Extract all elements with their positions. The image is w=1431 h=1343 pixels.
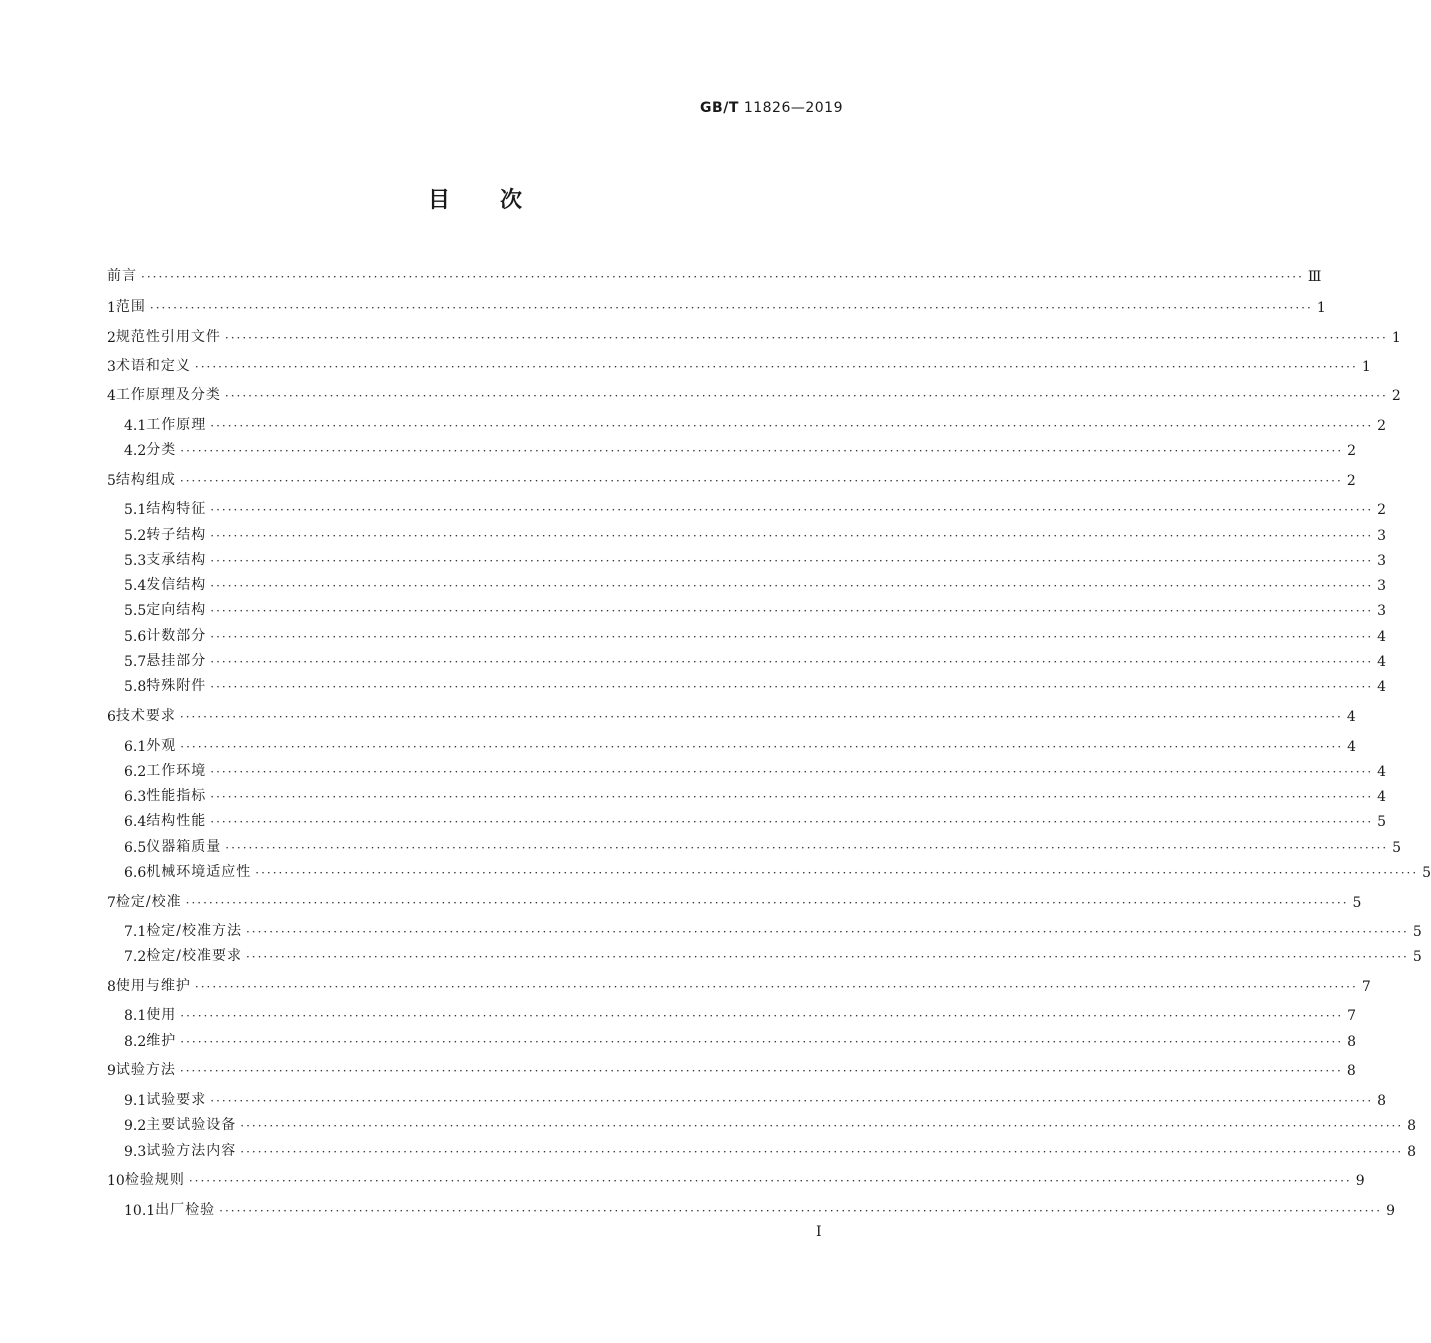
toc-leader-dots: ········································································································································································································ — [210, 554, 1374, 568]
toc-entry-page: 8 — [1346, 1063, 1356, 1079]
toc-entry-label: 范围 — [115, 299, 146, 315]
toc-entry-number: 4 — [107, 388, 116, 404]
toc-entry-number: 5.2 — [124, 528, 147, 544]
toc-entry-label: 机械环境适应性 — [146, 864, 252, 880]
toc-entry[interactable] — [124, 522, 1387, 544]
toc-entry-label: 出厂检验 — [155, 1202, 216, 1218]
toc-entry-label: 使用 — [146, 1007, 177, 1023]
toc-leader-dots: ········································································································································································································ — [240, 1119, 1404, 1133]
toc-entry-label: 计数部分 — [146, 628, 207, 644]
toc-leader-dots: ········································································································································································································ — [210, 419, 1374, 433]
toc-leader-dots: ········································································································································································································ — [141, 270, 1304, 284]
toc-leader-dots: ········································································································································································································ — [255, 866, 1419, 880]
toc-entry-page: 7 — [1347, 1008, 1357, 1024]
toc-entry[interactable] — [124, 648, 1387, 670]
toc-entry[interactable] — [124, 673, 1387, 695]
page-number: Ⅰ — [816, 1224, 822, 1240]
toc-entry-number: 9.3 — [124, 1144, 147, 1160]
toc-entry-page: 3 — [1377, 528, 1387, 544]
toc-leader-dots: ········································································································································································································ — [224, 331, 1388, 345]
toc-entry-page: 2 — [1346, 473, 1356, 489]
toc-entry-number: 8.1 — [124, 1008, 147, 1024]
toc-entry-label: 定向结构 — [146, 602, 207, 618]
toc-entry-label: 结构组成 — [115, 472, 176, 488]
standard-code-prefix: GB/T — [700, 100, 739, 116]
toc-entry-label: 发信结构 — [146, 577, 207, 593]
toc-entry-label: 检验规则 — [124, 1172, 185, 1188]
toc-leader-dots: ········································································································································································································ — [179, 1064, 1343, 1078]
toc-entry-label: 结构性能 — [146, 813, 207, 829]
toc-entry-number: 6.2 — [124, 764, 147, 780]
toc-leader-dots: ········································································································································································································ — [245, 925, 1409, 939]
toc-entry[interactable] — [124, 943, 1422, 965]
toc-entry-label: 规范性引用文件 — [115, 329, 221, 345]
toc-leader-dots: ········································································································································································································ — [210, 529, 1374, 543]
page-title-char-1: 目 — [427, 188, 450, 213]
toc-entry[interactable] — [124, 437, 1357, 459]
toc-entry-label: 前言 — [107, 268, 137, 284]
toc-entry-page: 1 — [1391, 330, 1401, 346]
toc-entry[interactable] — [124, 597, 1387, 619]
toc-entry-page: 7 — [1361, 979, 1371, 995]
toc-entry-label: 维护 — [146, 1033, 177, 1049]
toc-entry-label: 性能指标 — [146, 788, 207, 804]
toc-entry[interactable] — [124, 572, 1387, 594]
toc-entry-label: 分类 — [146, 442, 177, 458]
toc-entry-label: 工作原理 — [146, 417, 207, 433]
toc-entry-number: 5.4 — [124, 578, 147, 594]
toc-entry-page: 4 — [1377, 679, 1387, 695]
toc-entry[interactable] — [124, 1197, 1395, 1219]
toc-entry-number: 5.5 — [124, 603, 147, 619]
toc-entry-page: 3 — [1377, 578, 1387, 594]
toc-entry-number: 5.8 — [124, 679, 147, 695]
toc-entry-number: 6.3 — [124, 789, 147, 805]
toc-entry-label: 工作环境 — [146, 763, 207, 779]
toc-entry-number: 9.2 — [124, 1118, 147, 1134]
toc-entry-number: 7.2 — [124, 949, 147, 965]
toc-entry[interactable] — [124, 1002, 1357, 1024]
toc-entry[interactable] — [107, 467, 1356, 489]
toc-entry-page: 4 — [1346, 709, 1356, 725]
toc-entry[interactable] — [107, 263, 1322, 285]
toc-leader-dots: ········································································································································································································ — [219, 1204, 1383, 1218]
toc-entry-page: 4 — [1377, 764, 1387, 780]
toc-entry-label: 检定/校准 — [115, 894, 182, 910]
toc-leader-dots: ········································································································································································································ — [179, 474, 1343, 488]
toc-leader-dots: ········································································································································································································ — [179, 710, 1343, 724]
toc-entry[interactable] — [124, 496, 1387, 518]
toc-entry-label: 术语和定义 — [115, 358, 191, 374]
toc-entry-page: 4 — [1377, 789, 1387, 805]
toc-entry[interactable] — [124, 834, 1402, 856]
toc-entry-page: 5 — [1392, 840, 1402, 856]
toc-entry-number: 9.1 — [124, 1093, 147, 1109]
toc-entry-page: 9 — [1355, 1173, 1365, 1189]
standard-code-number: 11826—2019 — [743, 100, 843, 116]
toc-entry[interactable] — [107, 973, 1371, 995]
toc-leader-dots: ········································································································································································································ — [149, 301, 1313, 315]
toc-entry[interactable] — [124, 808, 1387, 830]
toc-entry-page: 3 — [1377, 553, 1387, 569]
toc-entry-number: 9 — [107, 1063, 116, 1079]
toc-entry-label: 检定/校准方法 — [146, 923, 242, 939]
toc-entry-number: 1 — [107, 300, 116, 316]
toc-entry[interactable] — [107, 294, 1326, 316]
toc-leader-dots: ········································································································································································································ — [210, 604, 1374, 618]
toc-entry-number: 8 — [107, 979, 116, 995]
toc-entry[interactable] — [124, 859, 1431, 881]
toc-leader-dots: ········································································································································································································ — [245, 950, 1409, 964]
toc-entry-number: 5.3 — [124, 553, 147, 569]
toc-entry-label: 工作原理及分类 — [115, 387, 221, 403]
toc-entry-number: 4.1 — [124, 418, 147, 434]
toc-leader-dots: ········································································································································································································ — [224, 389, 1388, 403]
toc-leader-dots: ········································································································································································································ — [194, 360, 1358, 374]
toc-entry-label: 特殊附件 — [146, 678, 207, 694]
toc-entry-page: 8 — [1377, 1093, 1387, 1109]
toc-entry-label: 技术要求 — [115, 708, 176, 724]
toc-entry-number: 6.1 — [124, 739, 147, 755]
toc-entry-page: Ⅲ — [1307, 269, 1322, 285]
toc-entry[interactable] — [124, 1087, 1387, 1109]
toc-entry-number: 6.5 — [124, 840, 147, 856]
toc-entry-label: 检定/校准要求 — [146, 948, 242, 964]
toc-entry-number: 6.6 — [124, 865, 147, 881]
toc-leader-dots: ········································································································································································································ — [180, 1035, 1344, 1049]
toc-entry-number: 3 — [107, 359, 116, 375]
toc-entry-number: 5.1 — [124, 502, 147, 518]
toc-leader-dots: ········································································································································································································ — [210, 655, 1374, 669]
toc-entry-label: 悬挂部分 — [146, 653, 207, 669]
toc-entry-page: 8 — [1407, 1144, 1417, 1160]
toc-entry-number: 4.2 — [124, 443, 147, 459]
toc-leader-dots: ········································································································································································································ — [240, 1145, 1404, 1159]
toc-entry-number: 10 — [107, 1173, 125, 1189]
toc-entry-page: 4 — [1377, 654, 1387, 670]
toc-entry[interactable] — [124, 547, 1387, 569]
toc-entry[interactable] — [124, 1138, 1417, 1160]
page-title-char-2: 次 — [500, 188, 523, 213]
toc-entry-page: 5 — [1352, 895, 1362, 911]
toc-entry-page: 5 — [1412, 924, 1422, 940]
toc-entry[interactable] — [124, 918, 1422, 940]
toc-entry[interactable] — [124, 623, 1387, 645]
toc-entry-label: 试验方法内容 — [146, 1143, 237, 1159]
toc-entry-label: 试验要求 — [146, 1092, 207, 1108]
toc-entry[interactable] — [107, 1167, 1365, 1189]
toc-entry-page: 2 — [1347, 443, 1357, 459]
toc-leader-dots: ········································································································································································································ — [225, 841, 1389, 855]
toc-entry-page: 8 — [1407, 1118, 1417, 1134]
toc-entry-page: 5 — [1422, 865, 1431, 881]
toc-entry-number: 6.4 — [124, 814, 147, 830]
toc-entry-number: 6 — [107, 709, 116, 725]
toc-entry-page: 3 — [1377, 603, 1387, 619]
toc-entry-label: 结构特征 — [146, 501, 207, 517]
toc-leader-dots: ········································································································································································································ — [210, 579, 1374, 593]
toc-leader-dots: ········································································································································································································ — [210, 630, 1374, 644]
toc-entry[interactable] — [124, 1112, 1417, 1134]
toc-entry-page: 8 — [1347, 1034, 1357, 1050]
toc-entry-page: 1 — [1316, 300, 1326, 316]
toc-entry[interactable] — [107, 382, 1401, 404]
page-title — [0, 183, 950, 214]
toc-entry[interactable] — [107, 324, 1401, 346]
toc-leader-dots: ········································································································································································································ — [210, 815, 1374, 829]
toc-entry-number: 7.1 — [124, 924, 147, 940]
toc-entry-label: 支承结构 — [146, 552, 207, 568]
toc-entry-label: 仪器箱质量 — [146, 839, 222, 855]
toc-entry-number: 5 — [107, 473, 116, 489]
toc-entry-label: 外观 — [146, 738, 177, 754]
toc-leader-dots: ········································································································································································································ — [210, 1094, 1374, 1108]
toc-leader-dots: ········································································································································································································ — [180, 740, 1344, 754]
toc-entry-page: 2 — [1377, 502, 1387, 518]
toc-entry-page: 4 — [1377, 629, 1387, 645]
standard-code — [700, 100, 843, 116]
toc-entry-number: 8.2 — [124, 1034, 147, 1050]
toc-entry-page: 9 — [1386, 1203, 1395, 1219]
toc-entry[interactable] — [124, 733, 1357, 755]
toc-entry[interactable] — [107, 353, 1371, 375]
toc-entry-number: 5.6 — [124, 629, 147, 645]
toc-entry[interactable] — [124, 412, 1387, 434]
toc-leader-dots: ········································································································································································································ — [210, 765, 1374, 779]
toc-entry[interactable] — [107, 1057, 1356, 1079]
toc-entry-number: 10.1 — [124, 1203, 156, 1219]
toc-entry-label: 使用与维护 — [115, 978, 191, 994]
toc-entry[interactable] — [124, 758, 1387, 780]
toc-leader-dots: ········································································································································································································ — [194, 980, 1358, 994]
toc-entry-number: 2 — [107, 330, 116, 346]
toc-entry[interactable] — [107, 889, 1362, 911]
toc-leader-dots: ········································································································································································································ — [180, 444, 1344, 458]
toc-entry-page: 5 — [1412, 949, 1422, 965]
toc-entry-label: 试验方法 — [115, 1062, 176, 1078]
toc-entry-page: 2 — [1377, 418, 1387, 434]
toc-leader-dots: ········································································································································································································ — [210, 790, 1374, 804]
toc-entry[interactable] — [124, 1028, 1357, 1050]
toc-entry-page: 1 — [1361, 359, 1371, 375]
toc-entry-number: 7 — [107, 895, 116, 911]
toc-entry-label: 转子结构 — [146, 527, 207, 543]
toc-entry-page: 2 — [1391, 388, 1401, 404]
toc-leader-dots: ········································································································································································································ — [188, 1174, 1352, 1188]
toc-entry-label: 主要试验设备 — [146, 1117, 237, 1133]
toc-leader-dots: ········································································································································································································ — [185, 896, 1349, 910]
toc-leader-dots: ········································································································································································································ — [210, 680, 1374, 694]
toc-entry-page: 4 — [1347, 739, 1357, 755]
toc-entry[interactable] — [107, 703, 1356, 725]
toc-entry-number: 5.7 — [124, 654, 147, 670]
toc-leader-dots: ········································································································································································································ — [210, 503, 1374, 517]
toc-entry[interactable] — [124, 783, 1387, 805]
toc-leader-dots: ········································································································································································································ — [180, 1009, 1344, 1023]
toc-entry-page: 5 — [1377, 814, 1387, 830]
